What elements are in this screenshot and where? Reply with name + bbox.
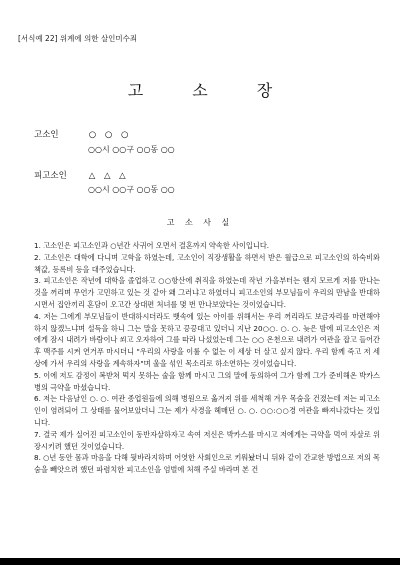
- fact-item-3: 3. 피고소인은 작년에 대학을 졸업하고 ○○항산에 취직을 하였는데 작년 가을부터는 웬지 모르게 저를 만나는 것을 꺼리며 무언가 고민하고 있는 것 같아 왜 그러냐고 하였더니 피고소인의 부모님들이 우리의 만남을 반대하시면서 집안끼리 혼담이 오고간 상대편 처녀를 몇 번 만나보았다는 것이었습니다.: [34, 276, 380, 309]
- accused-row: [34, 169, 129, 181]
- document-title: 고 소 장: [127, 81, 295, 100]
- section-title: 고 소 사 실: [166, 218, 234, 227]
- complainant-row: [34, 128, 131, 140]
- facts-list: [34, 240, 380, 476]
- fact-item-4: 4. 저는 그에게 부모님들이 반대하시더라도 뱃속에 있는 아이를 위해서는 우리 꺼리라도 보금자리를 마련해야 하지 않겠느냐며 설득을 하니 그는 말을 못하고 끙끙대고 있더니 지난 20○○. ○. ○. 늦은 밤에 피고소인은 저에게 잠시 내려가 바람이나 쐬고 오자하여 그를 따라 나섰었는데 그는 ○○ 온천으로 내려가 여관을 잡고 들어간 후 맥주를 시켜 연거푸 마시더니 "우리의 사랑을 이룰 수 없는 이 세상 더 살고 싶지 않다. 우리 함께 죽고 저 세상에 가서 우리의 사랑을 계속하자"며 울을 섞인 목소리로 하소연하는 것이었습니다.: [34, 311, 380, 368]
- complainant-address: ○○시 ○○구 ○○동 ○○: [88, 145, 175, 154]
- fact-item-6: 6. 저는 다음날인 ○. ○. 여관 종업원들에 의해 병원으로 옮겨져 위를 세척해 겨우 목숨을 건졌는데 저는 피고소인이 염려되어 그 상태를 물어보았더니 그는 제가 사경을 헤매던 ○. ○. ○○:○○경 여관을 빠져나갔다는 것입니다.: [34, 394, 380, 427]
- fact-item-8: 8. ○년 동안 몸과 마음을 다해 뒷바라지하며 어엿한 사회인으로 키워놨더니 뒤와 같이 간교한 방법으로 저의 목숨을 빼앗으려 했던 파렴치한 피고소인을 엄벌에 처해 주실 바라며 본 건: [34, 453, 380, 475]
- accused-label: 피고소인: [34, 171, 67, 181]
- fact-item-5: 5. 이에 저도 감정이 복받쳐 떡지 못하는 술을 함께 마시고 그의 말에 동의하여 그가 함께 그가 준비해온 박카스 병의 극약을 마셨습니다.: [34, 370, 380, 392]
- fact-item-1: 1. 고소인은 피고소인과 ○년간 사귀어 오면서 결혼까지 약속한 사이입니다.: [34, 241, 270, 250]
- form-label: [서식예 22] 위계에 의한 살인미수죄: [18, 34, 138, 43]
- accused-address: ○○시 ○○구 ○○동 ○○: [88, 185, 175, 194]
- accused-name: △ △ △: [88, 171, 129, 181]
- complainant-name: ○ ○ ○: [88, 130, 132, 140]
- complainant-label: 고소인: [34, 130, 59, 140]
- fact-item-7: 7. 결국 제가 실어진 피고소인이 동반자살하자고 속여 저신은 박카스를 마시고 저에게는 극약을 먹여 자살로 위장시키려 했던 것이었습니다.: [34, 429, 380, 451]
- page-bottom-bar: [0, 558, 400, 565]
- fact-item-2: 2. 고소인은 대학에 다니며 고학을 하였는데, 고소인이 직장생활을 하면서 받은 월급으로 피고소인의 하숙비와 책값, 등록비 등을 대주었습니다.: [34, 252, 380, 274]
